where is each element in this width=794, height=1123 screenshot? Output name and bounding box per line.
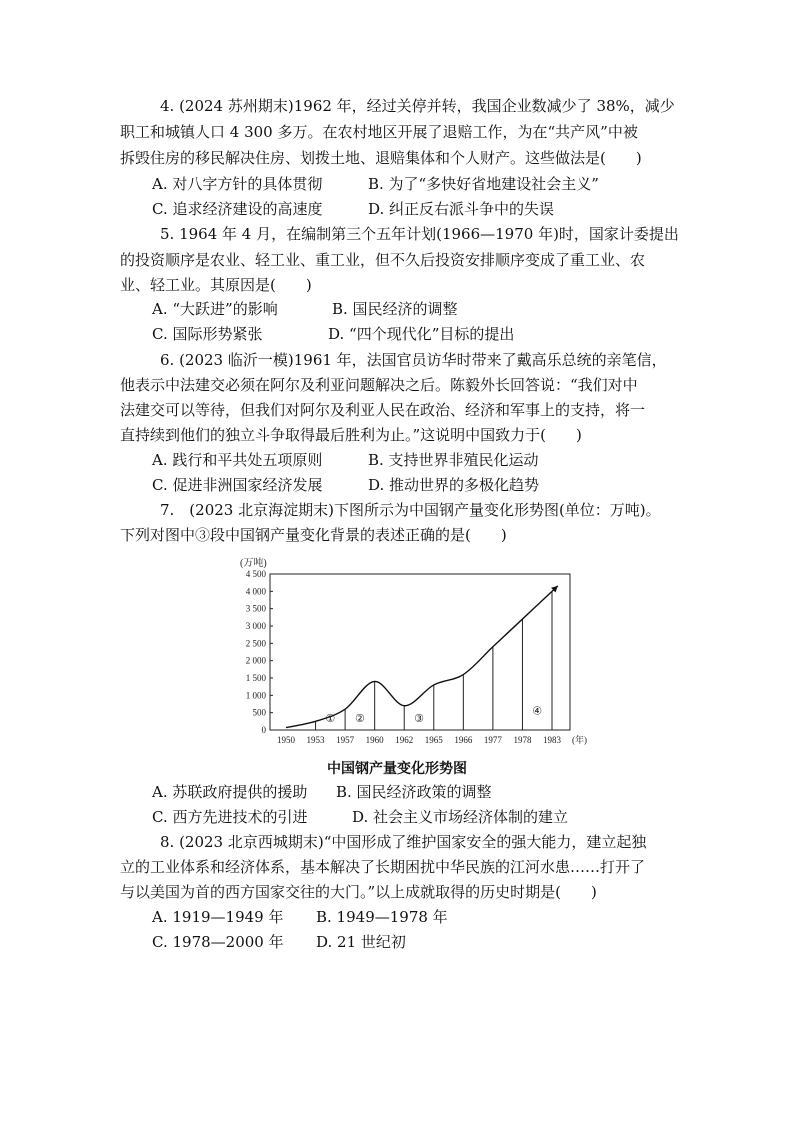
x-tick-label: 1962: [395, 735, 414, 745]
y-tick-label: 4 500: [245, 569, 266, 579]
y-tick-label: 4 000: [245, 586, 266, 597]
x-tick-label: 1953: [306, 735, 325, 745]
q5-line-3: 业、轻工业。其原因是( ): [120, 276, 312, 294]
x-tick-label: 1978: [513, 735, 532, 745]
y-tick-label: 1 000: [245, 690, 266, 701]
segment-label: ①: [325, 713, 336, 726]
q7-line-2: 下列对图中③段中国钢产量变化背景的表述正确的是( ): [120, 526, 507, 544]
q5-option-a[interactable]: A. “大跃进”的影响: [152, 300, 278, 318]
q8-option-b[interactable]: B. 1949—1978 年: [316, 908, 448, 926]
y-tick-label: 3 000: [245, 621, 266, 631]
q4-option-d[interactable]: D. 纠正反右派斗争中的失误: [368, 200, 555, 218]
segment-label: ②: [354, 713, 365, 726]
q8-line-2: 立的工业体系和经济体系，基本解决了长期困扰中华民族的江河水患……打开了: [120, 858, 646, 876]
q7-option-d[interactable]: D. 社会主义市场经济体制的建立: [352, 808, 569, 826]
q8-line-3: 与以美国为首的西方国家交往的大门。”以上成就取得的历史时期是( ): [120, 883, 597, 901]
x-tick-label: 1950: [277, 735, 295, 745]
x-tick-label: 1983: [543, 735, 561, 745]
y-tick-label: 2 500: [245, 638, 266, 649]
q5-line-2: 的投资顺序是农业、轻工业、重工业，但不久后投资安排顺序变成了重工业、农: [120, 251, 646, 269]
q6-line-3: 法建交可以等待，但我们对阿尔及利亚人民在政治、经济和军事上的支持，将一: [120, 401, 646, 419]
q6-line-1: 6. (2023 临沂一模)1961 年，法国官员访华时带来了戴高乐总统的亲笔信，: [160, 351, 667, 369]
y-tick-label: 1 500: [245, 673, 266, 683]
segment-label: ④: [532, 705, 543, 718]
q8-option-a[interactable]: A. 1919—1949 年: [152, 908, 284, 926]
q4-line-3: 拆毁住房的移民解决住房、划拨土地、退赔集体和个人财产。这些做法是( ): [120, 149, 642, 167]
x-tick-label: 1965: [424, 735, 443, 745]
q5-option-c[interactable]: C. 国际形势紧张: [152, 325, 263, 343]
q8-option-c[interactable]: C. 1978—2000 年: [152, 933, 284, 951]
y-tick-label: 3 500: [245, 603, 266, 614]
q5-line-1: 5. 1964 年 4 月，在编制第三个五年计划(1966—1970 年)时，国家计委提出: [160, 225, 679, 243]
plot-frame: [270, 574, 570, 730]
q8-line-1: 8. (2023 北京西城期末)“中国形成了维护国家安全的强大能力，建立起独: [160, 833, 647, 851]
series-line: [286, 591, 552, 727]
y-tick-label: 2 000: [245, 655, 266, 666]
q6-line-4: 直持续到他们的独立斗争取得最后胜利为止。”这说明中国致力于( ): [120, 426, 582, 444]
x-tick-label: 1957: [336, 735, 355, 745]
y-tick-label: 0: [261, 725, 266, 735]
q4-option-b[interactable]: B. 为了“多快好省地建设社会主义”: [368, 175, 599, 193]
q6-option-a[interactable]: A. 践行和平共处五项原则: [152, 451, 323, 469]
x-axis-label: (年): [572, 735, 587, 745]
q4-option-c[interactable]: C. 追求经济建设的高速度: [152, 200, 323, 218]
q7-option-a[interactable]: A. 苏联政府提供的援助: [152, 783, 308, 801]
steel-output-chart: [228, 552, 600, 748]
q7-line-1: 7. (2023 北京海淀期末)下图所示为中国钢产量变化形势图(单位：万吨)。: [160, 501, 661, 519]
q4-option-a[interactable]: A. 对八字方针的具体贯彻: [152, 175, 323, 193]
q4-line-1: 4. (2024 苏州期末)1962 年，经过关停并转，我国企业数减少了 38%，减少: [160, 97, 675, 115]
x-tick-label: 1977: [483, 735, 502, 745]
q5-option-d[interactable]: D. “四个现代化”目标的提出: [328, 325, 515, 343]
q6-option-b[interactable]: B. 支持世界非殖民化运动: [368, 451, 539, 469]
q8-option-d[interactable]: D. 21 世纪初: [316, 933, 406, 951]
y-axis-label: (万吨): [240, 558, 267, 569]
q6-line-2: 他表示中法建交必须在阿尔及利亚问题解决之后。陈毅外长回答说：“我们对中: [120, 376, 638, 394]
chart-title: 中国钢产量变化形势图: [327, 761, 467, 777]
chart-svg: [228, 552, 600, 748]
q7-option-c[interactable]: C. 西方先进技术的引进: [152, 808, 308, 826]
q6-option-c[interactable]: C. 促进非洲国家经济发展: [152, 476, 323, 494]
q7-option-b[interactable]: B. 国民经济政策的调整: [336, 783, 492, 801]
q6-option-d[interactable]: D. 推动世界的多极化趋势: [368, 476, 540, 494]
q4-line-2: 职工和城镇人口 4 300 多万。在农村地区开展了退赔工作，为在“共产风”中被: [120, 123, 638, 141]
x-tick-label: 1960: [365, 735, 384, 745]
x-tick-label: 1966: [454, 735, 473, 745]
segment-label: ③: [414, 713, 424, 726]
q5-option-b[interactable]: B. 国民经济的调整: [332, 300, 458, 318]
y-tick-label: 500: [252, 707, 266, 718]
